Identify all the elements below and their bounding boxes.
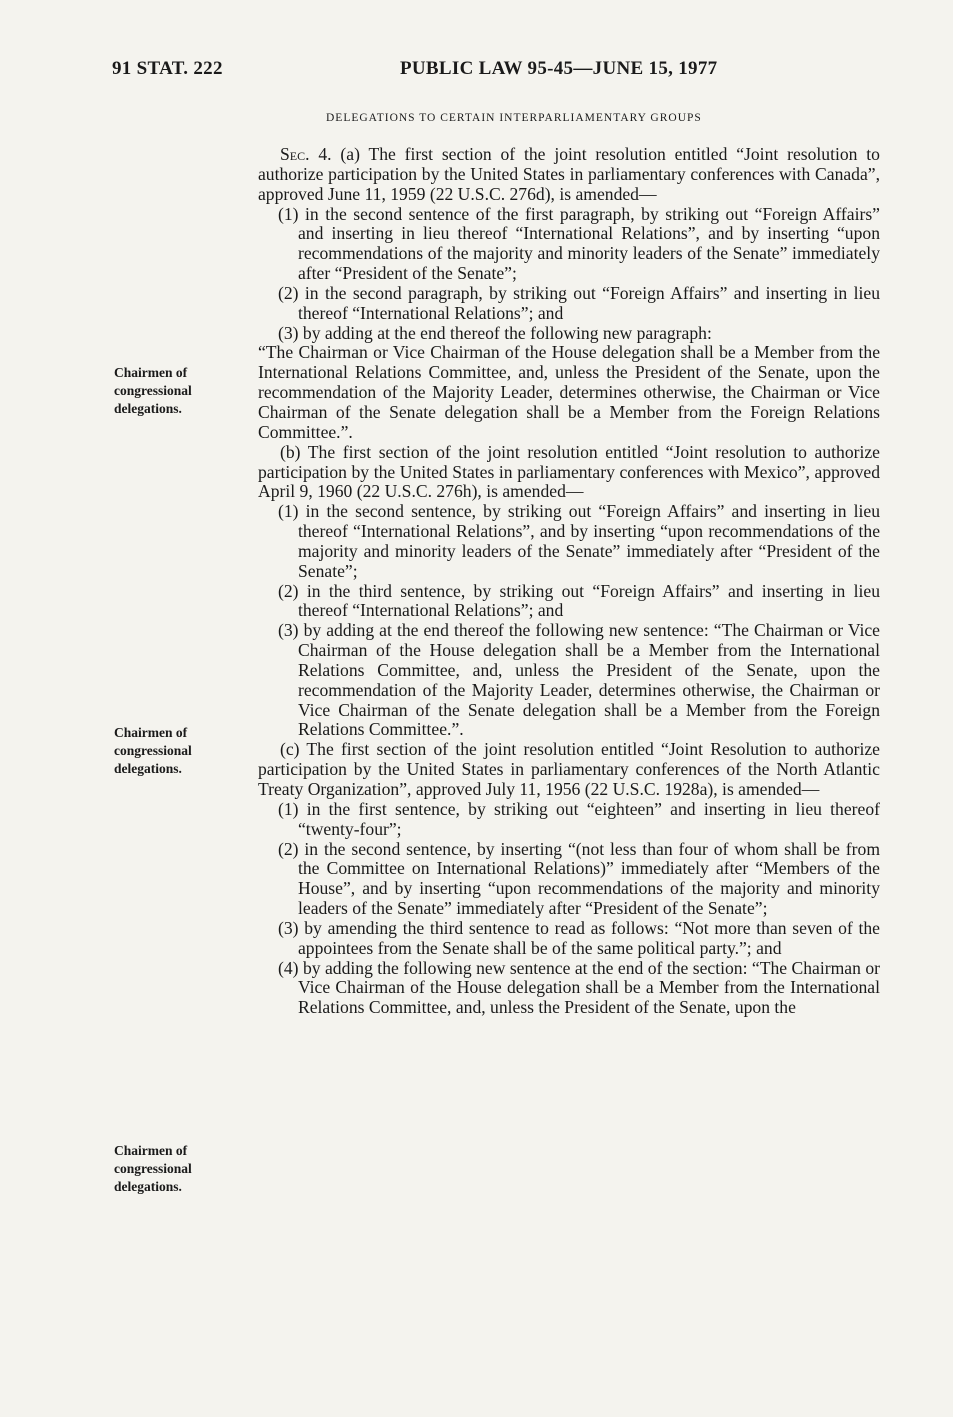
paragraph-item: (2) in the second paragraph, by striking out “Foreign Affairs” and inserting in lieu thereof “International Relations”; and <box>278 282 880 323</box>
subsection-a-intro <box>258 145 880 205</box>
quoted-amendment: “The Chairman or Vice Chairman of the House delegation shall be a Member from the International Relations Committee, and, unless the President of the Senate, upon the recommendation of the Majority Leader, determines otherwise, the Chairman or Vice Chairman of the Senate delegation shall be a Member from the Foreign Relations Committee.”. <box>258 342 880 442</box>
section-label: Sec. 4. <box>280 144 332 164</box>
paragraph-item: (3) by amending the third sentence to read as follows: “Not more than seven of the appointees from the Senate shall be of the same political party.”; and <box>278 917 880 958</box>
subsection-a-text: (a) The first section of the joint resolution entitled “Joint resolution to authorize participation by the United States in parliamentary conferences with Canada”, approved June 11, 1959 (22 U.S.C. 276d), is amended— <box>258 144 880 204</box>
subsection-b-intro: (b) The first section of the joint resolution entitled “Joint resolution to authorize participation by the United States in parliamentary conferences with Mexico”, approved April 9, 1960 (22 U.S.C. 276h), is amended— <box>258 441 880 502</box>
running-header: PUBLIC LAW 95-45—JUNE 15, 1977 <box>400 58 718 79</box>
margin-note: Chairmen of congressional delegations. <box>114 1143 192 1194</box>
paragraph-item: (1) in the second sentence of the first paragraph, by striking out “Foreign Affairs” and inserting in lieu thereof “International Relations”, and by inserting “upon recommendations of the majority and minority leaders of the Senate” immediately after “President of the Senate”; <box>278 203 880 284</box>
paragraph-item: (3) by adding at the end thereof the following new paragraph: <box>278 322 712 343</box>
statute-body <box>258 145 880 1018</box>
subsection-c-intro: (c) The first section of the joint resolution entitled “Joint Resolution to authorize participation by the United States in parliamentary conferences of the North Atlantic Treaty Organization”, approved July 11, 1956 (22 U.S.C. 1928a), is amended— <box>258 739 880 799</box>
paragraph-item: (2) in the second sentence, by inserting “(not less than four of whom shall be from the Committee on International Relations)” immediately after “Members of the House”, and by inserting “upon recommendations of the majority and minority leaders of the Senate” immediately after “President of the Senate”; <box>278 838 880 919</box>
page-stat-citation: 91 STAT. 222 <box>112 58 223 79</box>
paragraph-item: (3) by adding at the end thereof the following new sentence: “The Chairman or Vice Chairman of the House delegation shall be a Member from the International Relations Committee, and, unless the President of the Senate, upon the recommendation of the Majority Leader, determines otherwise, the Chairman or Vice Chairman of the Senate delegation shall be a Member from the Foreign Relations Committee.”. <box>278 620 880 740</box>
paragraph-item: (1) in the first sentence, by striking out “eighteen” and inserting in lieu thereof “twenty-four”; <box>278 798 880 839</box>
margin-note: Chairmen of congressional delegations. <box>114 725 192 776</box>
section-heading: DELEGATIONS TO CERTAIN INTERPARLIAMENTARY GROUPS <box>326 112 702 124</box>
paragraph-item: (4) by adding the following new sentence at the end of the section: “The Chairman or Vice Chairman of the House delegation shall be a Member from the International Relations Committee, and, unless the President of the Senate, upon the <box>278 957 880 1018</box>
margin-note: Chairmen of congressional delegations. <box>114 365 192 416</box>
paragraph-item: (1) in the second sentence, by striking out “Foreign Affairs” and inserting in lieu thereof “International Relations”, and by inserting “upon recommendations of the majority and minority leaders of the Senate” immediately after “President of the Senate”; <box>278 501 880 581</box>
paragraph-item: (2) in the third sentence, by striking out “Foreign Affairs” and inserting in lieu thereof “International Relations”; and <box>278 580 880 621</box>
